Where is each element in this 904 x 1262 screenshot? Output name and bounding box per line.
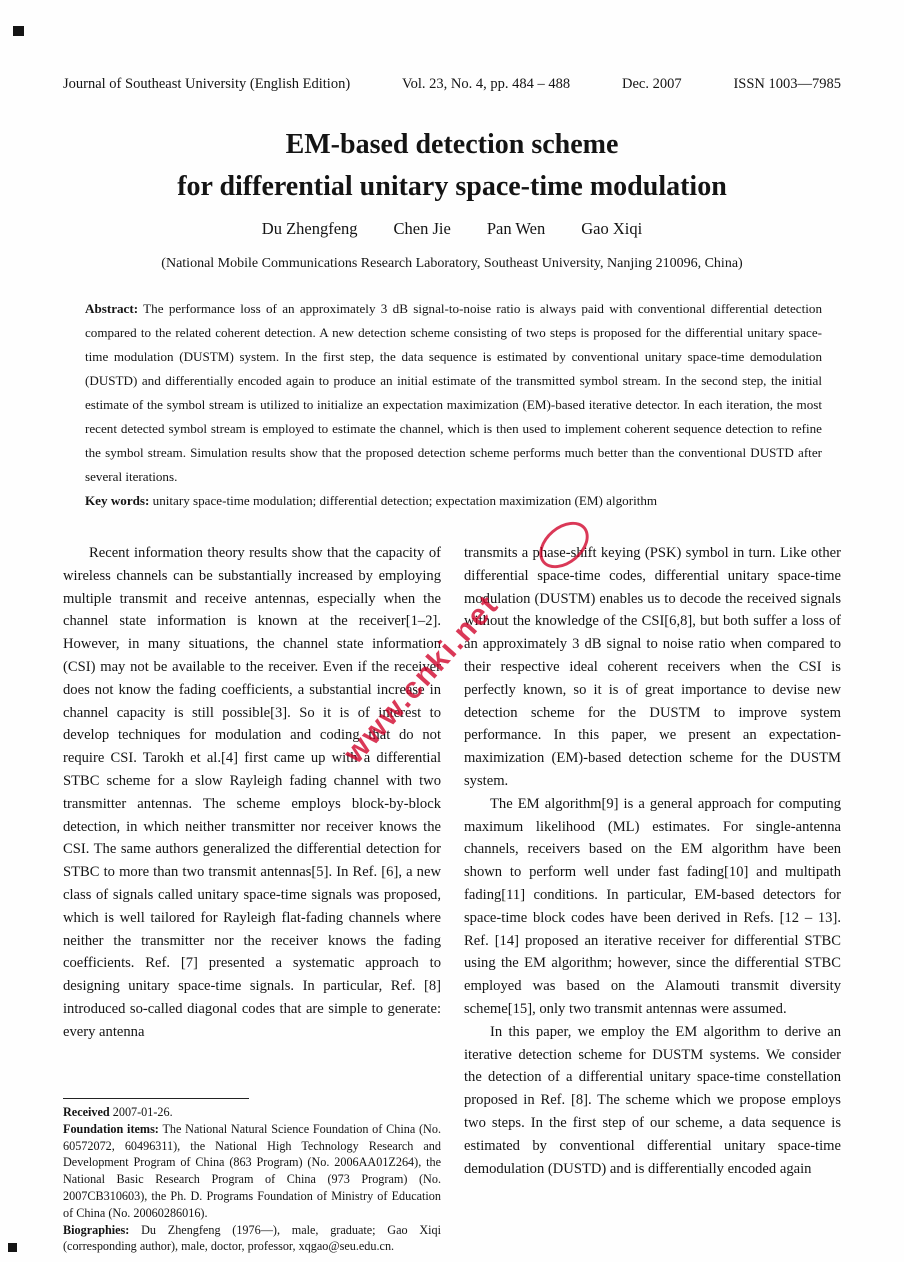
author-2: Chen Jie <box>393 219 451 238</box>
foundation-items-label: Foundation items: <box>63 1121 159 1136</box>
author-list <box>0 219 904 239</box>
right-column-paragraph-2: The EM algorithm[9] is a general approach for computing maximum likelihood (ML) estimates. For single-antenna channels, receivers based on the EM algorithm have been shown to perform well under fast fading[10] and multipath fading[11] conditions. In particular, EM-based detectors for space-time block codes have been derived in Refs. [12 – 13]. Ref. [14] proposed an iterative receiver for differential STBC using the EM algorithm; however, since the differential STBC employed was based on the Alamouti transmit diversity scheme[15], only two transmit antennas were assumed. <box>464 795 841 1017</box>
foundation-items-note <box>63 1121 441 1222</box>
keywords-label: Key words: <box>85 493 150 508</box>
left-column <box>63 542 441 1094</box>
journal-name: Journal of Southeast University (English Edition) <box>63 76 351 92</box>
footnote-separator-rule <box>63 1098 249 1099</box>
journal-issn: ISSN 1003—7985 <box>733 76 841 92</box>
keywords-paragraph <box>85 489 822 513</box>
journal-date: Dec. 2007 <box>621 76 682 92</box>
author-1: Du Zhengfeng <box>261 219 358 238</box>
received-note <box>63 1104 441 1121</box>
biographies-note <box>63 1222 441 1256</box>
journal-header <box>63 76 841 93</box>
paper-title <box>0 124 904 208</box>
paper-title-line-1: EM-based detection scheme <box>285 129 619 160</box>
left-column-paragraph-1: Recent information theory results show that the capacity of wireless channels can be substantially increased by employing multiple transmit and receive antennas, especially when the channel state information is known at the receiver[1–2]. However, in many situations, the channel state information (CSI) may not be available to the receiver. Even if the receiver does not know the fading coefficients, a substantial increase in channel capacity is still possible[3]. So it is of interest to develop techniques for modulation and coding that do not require CSI. Tarokh et al.[4] first came up with a differential STBC scheme for a slow Rayleigh fading channel with two transmitter antennas. The scheme employs block-by-block detection, in which neither transmitter nor receiver knows the CSI. The same authors generalized the differential detection for STBC to more than two transmit antennas[5]. In Ref. [6], a new class of signals called unitary space-time signals was proposed, which is well tailored for Rayleigh flat-fading channels where neither the transmitter nor the receiver knows the fading coefficients. Ref. [7] presented a systematic approach to designing unitary space-time signals. In particular, Ref. [8] introduced so-called diagonal codes that are simple to generate: every antenna <box>63 545 441 1040</box>
footnotes-block <box>63 1098 441 1255</box>
biographies-text: Du Zhengfeng (1976—), male, graduate; Gao Xiqi (corresponding author), male, doctor, professor, xqgao@seu.edu.cn. <box>63 1222 441 1254</box>
right-column-paragraph-1: transmits a phase-shift keying (PSK) symbol in turn. Like other differential space-time codes, differential unitary space-time modulation (DUSTM) enables us to decode the received signals without the knowledge of the CSI[6,8], but both suffer a loss of an approximately 3 dB signal to noise ratio when compared to their respective ideal coherent receivers when the CSI is perfectly known, so it is of great importance to devise new detection scheme for the DUSTM to improve system performance. In this paper, we present an expectation-maximization (EM)-based detection scheme for the DUSTM system. <box>464 545 841 789</box>
abstract-text: The performance loss of an approximately 3 dB signal-to-noise ratio is always paid with conventional differential detection compared to the related coherent detection. A new detection scheme consisting of two steps is proposed for the differential unitary space-time modulation (DUSTM) system. In the first step, the data sequence is estimated by conventional unitary space-time demodulation (DUSTD) and differentially encoded again to produce an initial estimate of the transmitted symbol stream. In the second step, the initial estimate of the symbol stream is utilized to initialize an expectation maximization (EM)-based iterative detector. In each iteration, the most recent detected symbol stream is employed to estimate the channel, which is then used to implement coherent sequence detection to refine the symbol stream. Simulation results show that the proposed detection scheme performs much better than the conventional DUSTD after several iterations. <box>85 301 822 484</box>
received-label: Received <box>63 1105 110 1119</box>
paper-title-line-2: for differential unitary space-time modulation <box>177 171 727 202</box>
abstract-label: Abstract: <box>85 301 139 316</box>
biographies-label: Biographies: <box>63 1222 130 1237</box>
keywords-text: unitary space-time modulation; differential detection; expectation maximization (EM) algorithm <box>152 493 658 508</box>
abstract-paragraph <box>85 297 822 489</box>
author-3: Pan Wen <box>486 219 546 238</box>
abstract-block <box>85 297 822 513</box>
journal-volume-pages: Vol. 23, No. 4, pp. 484 – 488 <box>402 76 571 92</box>
scan-artifact-top-left <box>13 26 24 36</box>
right-column <box>464 542 841 1258</box>
author-4: Gao Xiqi <box>581 219 643 238</box>
watermark-text: www.cnki.net <box>337 588 506 770</box>
affiliation: (National Mobile Communications Research Laboratory, Southeast University, Nanjing 210096, China) <box>161 256 743 271</box>
foundation-items-text: The National Natural Science Foundation of China (No. 60572072, 60496311), the National High Technology Research and Development Program of China (863 Program) (No. 2006AA01Z264), the National Basic Research Program of China (973 Program) (No. 2007CB310603), the Ph. D. Programs Foundation of Ministry of Education of China (No. 20060286016). <box>63 1121 441 1220</box>
scan-artifact-bottom-left <box>8 1243 17 1252</box>
received-date: 2007-01-26. <box>112 1105 173 1119</box>
right-column-paragraph-3: In this paper, we employ the EM algorithm to derive an iterative detection scheme for DUSTM systems. We consider the detection of a differential unitary space-time constellation proposed in Ref. [8]. The scheme which we propose employs two steps. In the first step of our scheme, a data sequence is estimated by conventional differential unitary space-time demodulation (DUSTD) and is differentially encoded again <box>464 1023 841 1177</box>
